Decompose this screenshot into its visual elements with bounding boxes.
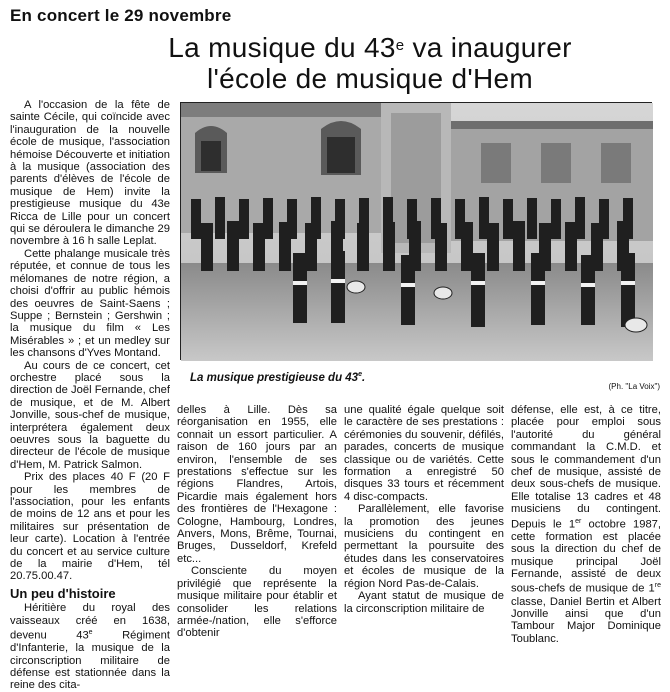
caption-ordinal-sup: e (358, 371, 362, 378)
paragraph (10, 602, 170, 692)
paragraph: delles à Lille. Dès sa réorganisation en 1955, elle connait un essort particulier. A raison de 160 jours par an environ, l'ensemble de ses prestations s'effectue sur les régions Flandres, Artois, Picardie mais également hors des frontières de l'Hexagone : Cologne, Hambourg, Londres, Anvers, Mons, Brême, Tournai, Bruges, Dusseldorf, Krefeld etc... (177, 404, 337, 565)
photo-caption (190, 371, 365, 384)
article-column-2 (177, 404, 337, 640)
paragraph: Consciente du moyen privilégié que représente la musique militaire pour établir et consolider les relations armée-/nation, elle s'efforce d'obtenir (177, 565, 337, 640)
ordinal-sup: re (654, 582, 661, 590)
article-column-1 (10, 99, 170, 692)
paragraph: A l'occasion de la fête de sainte Cécile, qui coïncide avec l'inauguration de la nouvelle école de musique, l'association hémoise Découverte et initiation à la musique (association des parents d'élèves de l'école de musique de Hem) invite la prestigieuse musique du 43e Ricca de Lille pour un concert qui se déroulera le dimanche 29 novembre à 16 h salle Leplat. (10, 99, 170, 248)
military-band-photo-image (181, 103, 653, 361)
article-column-4 (511, 404, 661, 645)
paragraph: Cette phalange musicale très réputée, et connue de tous les mélomanes de notre région, a choisi d'offrir au public hémois des oeuvres de Saint-Saens ; Suppe ; Bernstein ; Gershwin ; la musique du film « Les Misérables » ; et un medley sur les chansons d'Yves Montand. (10, 247, 170, 360)
text-run: classe, Daniel Bertin et Albert Jonville ainsi que d'un Tambour Major Dominique Toublanc. (511, 595, 661, 645)
text-run: octobre 1987, cette formation est placée sous la direction du chef de musique principal Joël Fernande, assisté de deux sous-chefs de musique de 1 (511, 518, 661, 596)
paragraph: Ayant statut de musique de la circonscription militaire de (344, 590, 504, 615)
headline-line1-after: va inaugurer (404, 32, 572, 63)
paragraph: une qualité égale quelque soit le caractère de ses prestations : cérémonies du souvenir, défilés, parades, concerts de musique classique ou de variétés. Cette formation a enregistré 50 disques 33 tours et récemment 4 disc-compacts. (344, 404, 504, 503)
paragraph: Au cours de ce concert, cet orchestre placé sous la direction de Joël Fernande, chef de musique, et de M. Albert Jonville, sous-chef de musique, interprétera également deux oeuvres sous la baguette du directeur de l'école de musique d'Hem, M. Patrick Salmon. (10, 359, 170, 471)
ordinal-sup: er (575, 517, 582, 525)
band-photo (180, 102, 652, 360)
subheading: Un peu d'histoire (10, 585, 116, 601)
article-headline (100, 32, 640, 94)
text-run: défense, elle est, à ce titre, placée pour emploi sous l'autorité du général commandant la C.M.D. et sous le commandement d'un chef de musique, assisté de deux sous-chefs de musique. Elle totalise 13 cadres et 48 musiciens du contingent. Depuis le 1 (511, 404, 661, 531)
headline-line2: l'école de musique d'Hem (206, 63, 534, 94)
paragraph: Parallèlement, elle favorise la promotion des jeunes musiciens du contingent en permettant la poursuite des études dans les conservatoires et écoles de musique de la région Nord Pas-de-Calais. (344, 503, 504, 590)
caption-text: La musique prestigieuse du 43 (190, 371, 359, 384)
article-kicker: En concert le 29 novembre (10, 6, 232, 25)
headline-line1-before: La musique du 43 (168, 32, 396, 63)
text-run: Héritière du royal des vaisseaux créé en 1638, devenu 43 (10, 602, 170, 642)
article-column-3 (344, 404, 504, 615)
paragraph: Prix des places 40 F (20 F pour les membres de l'association, pour les enfants de moins de 12 ans et pour les militaires sur présentation de leur carte). Location à l'entrée du concert et au service culture de la mairie d'Hem, tél 20.75.00.47. (10, 471, 170, 583)
paragraph (511, 404, 661, 645)
ordinal-sup: e (88, 629, 93, 637)
headline-ordinal-sup: e (395, 37, 405, 54)
photo-credit: (Ph. "La Voix") (608, 382, 660, 391)
caption-end: . (361, 371, 366, 384)
text-run: Régiment d'Infanterie, la musique de la circonscription militaire de défense est stationnée dans la reine des cita- (10, 629, 170, 692)
